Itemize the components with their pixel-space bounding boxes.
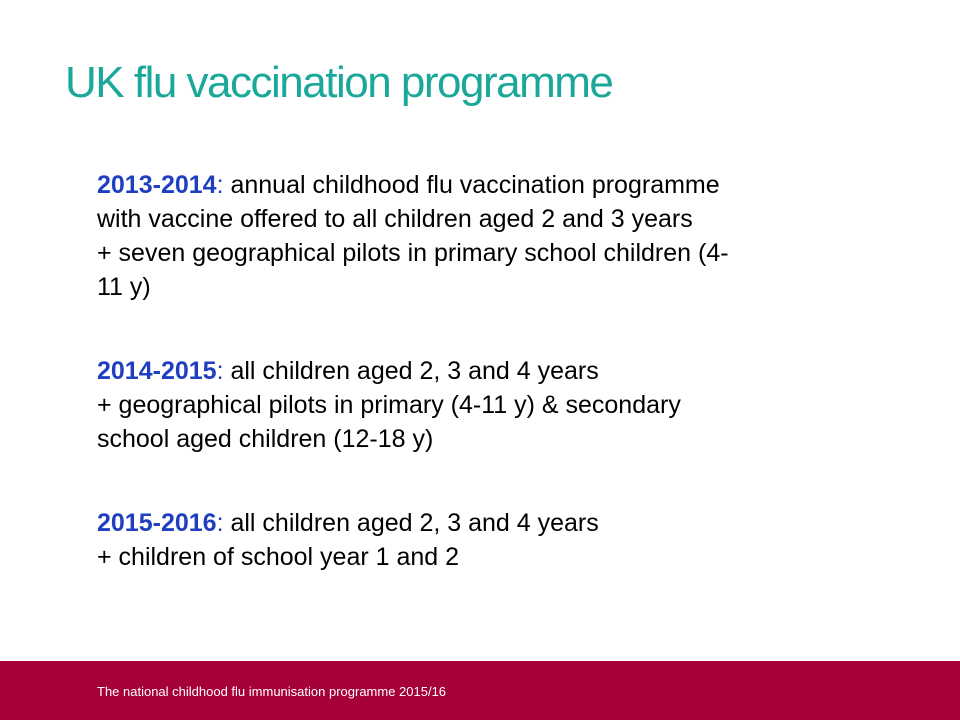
period-text-line: + geographical pilots in primary (4-11 y) & secondary: [97, 391, 681, 419]
period-text-line: 11 y): [97, 273, 151, 301]
period-years: 2015-2016: [97, 509, 217, 537]
period-text-line: with vaccine offered to all children aged 2 and 3 years: [97, 205, 693, 233]
period-colon: :: [216, 509, 224, 537]
period-2014-2015: [97, 354, 897, 456]
footer-text: The national childhood flu immunisation programme 2015/16: [97, 684, 447, 699]
period-colon: :: [216, 357, 224, 385]
period-2013-2014: [97, 168, 897, 304]
period-years: 2014-2015: [97, 357, 217, 385]
slide-body: [97, 168, 897, 574]
period-colon: :: [216, 171, 224, 199]
period-text-line: all children aged 2, 3 and 4 years: [223, 509, 599, 537]
slide-title: UK flu vaccination programme: [65, 58, 613, 107]
period-2015-2016: [97, 506, 897, 574]
period-text-line: annual childhood flu vaccination programme: [223, 171, 720, 199]
period-text-line: + seven geographical pilots in primary school children (4-: [97, 239, 729, 267]
footer-bar: [0, 661, 960, 720]
period-text-line: + children of school year 1 and 2: [97, 543, 460, 571]
period-text-line: all children aged 2, 3 and 4 years: [223, 357, 599, 385]
period-text-line: school aged children (12-18 y): [97, 425, 434, 453]
period-years: 2013-2014: [97, 171, 217, 199]
